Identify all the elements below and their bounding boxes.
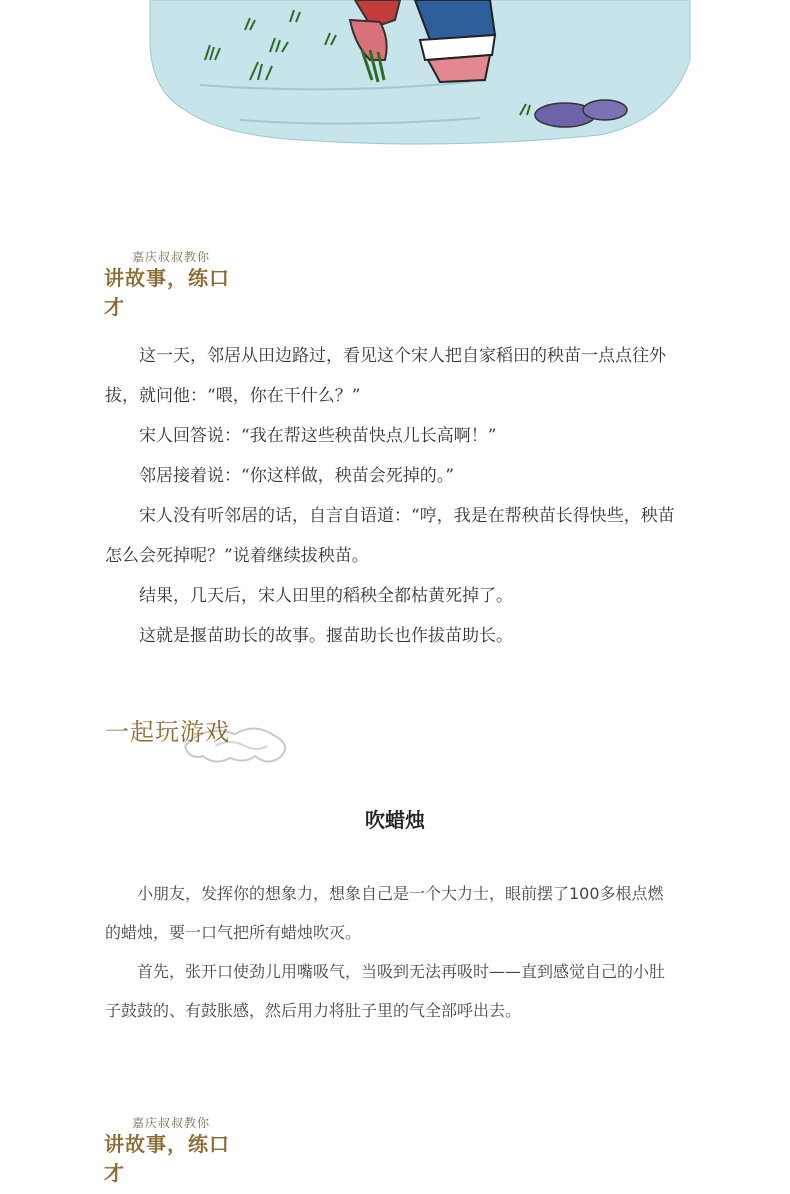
story-paragraph: 结果，几天后，宋人田里的稻秧全都枯黄死掉了。: [139, 586, 513, 606]
brand-subtitle: 嘉庆叔叔教你: [132, 250, 211, 264]
story-paragraph: 这就是揠苗助长的故事。揠苗助长也作拔苗助长。: [139, 626, 513, 646]
brand-subtitle: 嘉庆叔叔教你: [132, 1116, 211, 1130]
game-title: 吹蜡烛: [365, 808, 425, 832]
brand-logo-bottom: [104, 1114, 244, 1185]
brand-title: 讲故事，练口才: [104, 1132, 230, 1185]
story-paragraph: 宋人回答说：“我在帮这些秧苗快点儿长高啊！”: [139, 426, 497, 446]
brand-logo-top: [104, 248, 244, 319]
game-paragraph: 首先，张开口使劲儿用嘴吸气，当吸到无法再吸时——直到感觉自己的小肚子鼓鼓的、有鼓胀感，然后用力将肚子里的气全部呼出去。: [105, 962, 666, 1020]
brand-title: 讲故事，练口才: [104, 266, 230, 319]
section-heading: [105, 706, 295, 770]
game-paragraph: 小朋友，发挥你的想象力，想象自己是一个大力士，眼前摆了100多根点燃的蜡烛，要一口气把所有蜡烛吹灭。: [105, 884, 664, 942]
story-text: [105, 336, 675, 656]
rice-paddy-illustration: [0, 0, 790, 160]
story-paragraph: 邻居接着说：“你这样做，秧苗会死掉的。”: [139, 466, 454, 486]
story-paragraph: 宋人没有听邻居的话，自言自语道：“哼，我是在帮秧苗长得快些，秧苗怎么会死掉呢？”说着继续拔秧苗。: [105, 506, 675, 566]
story-paragraph: 这一天，邻居从田边路过，看见这个宋人把自家稻田的秧苗一点点往外拔，就问他：“喂，你在干什么？”: [105, 346, 666, 406]
section-heading-text: 一起玩游戏: [105, 718, 230, 746]
game-text: [105, 874, 675, 1030]
